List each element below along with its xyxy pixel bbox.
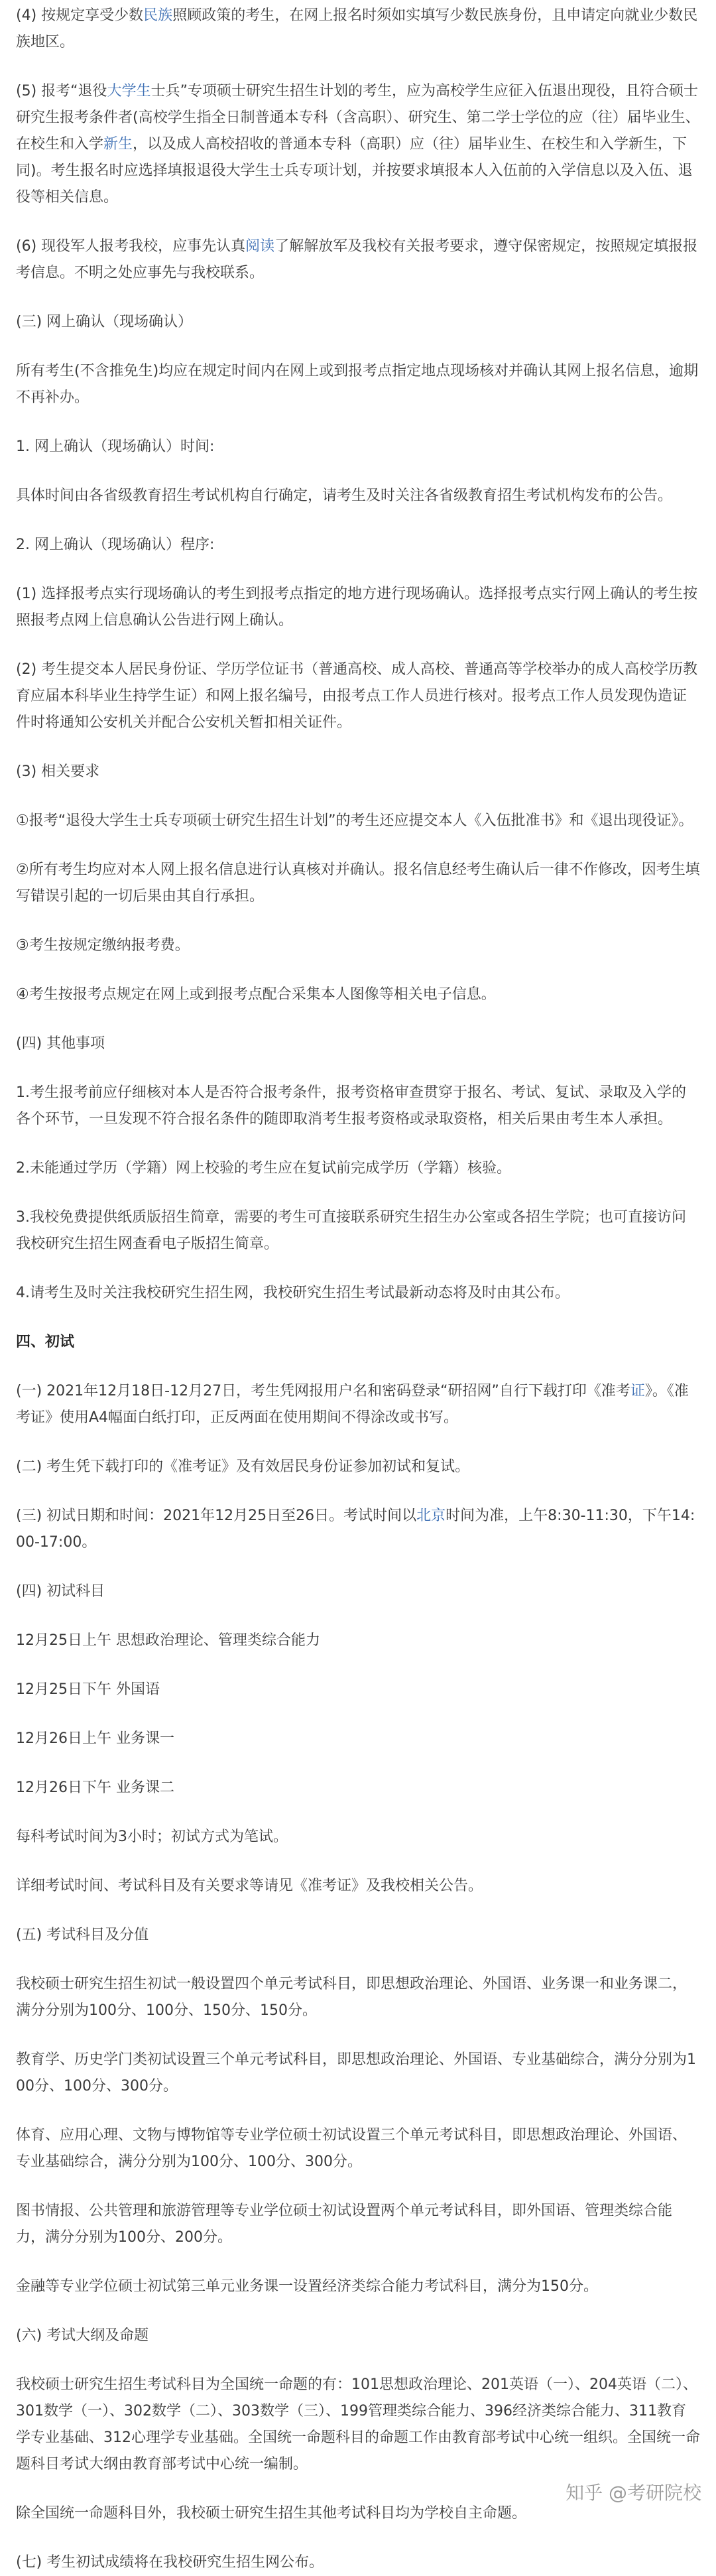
paragraph-text: ④考生按报考点规定在网上或到报考点配合采集本人图像等相关电子信息。	[16, 986, 496, 1003]
keyword-link[interactable]: 民族	[143, 7, 173, 24]
paragraph-spacer	[16, 1008, 700, 1031]
paragraph-spacer	[16, 1900, 700, 1922]
paragraph-spacer	[16, 1182, 700, 1204]
paragraph-text: 3.我校免费提供纸质版招生简章，需要的考生可直接联系研究生招生办公室或各招生学院；也可直接访问我校研究生招生网查看电子版招生简章。	[16, 1209, 686, 1252]
paragraph-text: 了解解放军及我校有关报考要求，遵守保密规定，按照规定填报报考信息。不明之处应事先与我校联系。	[16, 238, 698, 281]
keyword-link[interactable]: 北京	[416, 1508, 446, 1524]
paragraph-spacer	[16, 1801, 700, 1824]
paragraph-text: 1.考生报考前应仔细核对本人是否符合报考条件，报考资格审查贯穿于报名、考试、复试、录取及入学的各个环节，一旦发现不符合报名条件的随即取消考生报考资格或录取资格，相关后果由考生本人承担。	[16, 1084, 686, 1127]
paragraph-text: 图书情报、公共管理和旅游管理等专业学位硕士初试设置两个单元考试科目，即外国语、管理类综合能力，满分分别为100分、200分。	[16, 2203, 673, 2246]
paragraph-text: (七) 考生初试成绩将在我校研究生招生网公布。	[16, 2554, 324, 2571]
paragraph-text: ③考生按规定缴纳报考费。	[16, 937, 190, 954]
paragraph-text: 12月25日上午 思想政治理论、管理类综合能力	[16, 1632, 320, 1649]
paragraph-text: 金融等专业学位硕士初试第三单元业务课一设置经济类综合能力考试科目，满分为150分。	[16, 2278, 598, 2295]
paragraph-spacer	[16, 834, 700, 857]
paragraph-spacer	[16, 959, 700, 982]
paragraph	[16, 1922, 700, 1949]
paragraph	[16, 1378, 700, 1431]
paragraph-text: (四) 其他事项	[16, 1035, 105, 1052]
paragraph-text: 时间为准，上午8:30-11:30，下午14:00-17:00。	[16, 1508, 695, 1551]
paragraph-text: 2. 网上确认（现场确认）程序:	[16, 537, 215, 553]
paragraph-text: 所有考生(不含推免生)均应在规定时间内在网上或到报考点指定地点现场核对并确认其网上报名信息，逾期不再补办。	[16, 363, 699, 406]
paragraph-spacer	[16, 1752, 700, 1775]
paragraph-spacer	[16, 56, 700, 78]
paragraph	[16, 1578, 700, 1605]
paragraph-text: 详细考试时间、考试科目及有关要求等请见《准考证》及我校相关公告。	[16, 1878, 483, 1894]
paragraph	[16, 2274, 700, 2300]
paragraph-text: 照顾政策的考生，在网上报名时须如实填写少数民族身份，且申请定向就业少数民族地区。	[16, 7, 698, 50]
paragraph-spacer	[16, 287, 700, 309]
paragraph-spacer	[16, 736, 700, 759]
paragraph-spacer	[16, 634, 700, 657]
paragraph-spacer	[16, 1356, 700, 1378]
paragraph	[16, 483, 700, 509]
paragraph	[16, 1204, 700, 1257]
paragraph-spacer	[16, 509, 700, 532]
paragraph-text: 12月26日下午 业务课二	[16, 1779, 174, 1796]
paragraph-text: (3) 相关要求	[16, 763, 100, 780]
paragraph	[16, 233, 700, 287]
paragraph	[16, 857, 700, 910]
paragraph	[16, 1628, 700, 1654]
paragraph-spacer	[16, 1654, 700, 1677]
paragraph-text: 12月25日下午 外国语	[16, 1681, 160, 1698]
paragraph-spacer	[16, 1307, 700, 1329]
paragraph	[16, 1503, 700, 1556]
paragraph-spacer	[16, 1133, 700, 1155]
paragraph	[16, 309, 700, 336]
paragraph-text: ②所有考生均应对本人网上报名信息进行认真核对并确认。报名信息经考生确认后一律不作修改，因考生填写错误引起的一切后果由其自行承担。	[16, 862, 700, 905]
keyword-link[interactable]: 证	[630, 1383, 645, 1399]
paragraph	[16, 78, 700, 211]
paragraph	[16, 808, 700, 834]
paragraph-spacer	[16, 1556, 700, 1578]
paragraph-spacer	[16, 2300, 700, 2323]
paragraph-spacer	[16, 2100, 700, 2122]
paragraph-spacer	[16, 411, 700, 434]
paragraph-spacer	[16, 460, 700, 483]
paragraph-text: 士兵”专项硕士研究生招生计划的考生，应为高校学生应征入伍退出现役，且符合硕士研究生报考条件者(高校学生指全日制普通本专科（含高职）、研究生、第二学士学位的应（往）届毕业生、在校生和入学	[16, 83, 700, 153]
paragraph	[16, 2549, 700, 2576]
paragraph	[16, 2323, 700, 2349]
paragraph-text: (1) 选择报考点实行现场确认的考生到报考点指定的地方进行现场确认。选择报考点实行网上确认的考生按照报考点网上信息确认公告进行网上确认。	[16, 586, 698, 629]
section-heading	[16, 1329, 700, 1356]
paragraph-text: 四、初试	[16, 1334, 75, 1350]
paragraph-spacer	[16, 211, 700, 233]
paragraph	[16, 581, 700, 634]
paragraph-text: (六) 考试大纲及命题	[16, 2327, 149, 2344]
paragraph-text: (一) 2021年12月18日-12月27日，考生凭网报用户名和密码登录“研招网”自行下载打印《准考	[16, 1383, 630, 1399]
paragraph	[16, 532, 700, 558]
keyword-link[interactable]: 阅读	[245, 238, 275, 255]
paragraph-spacer	[16, 1057, 700, 1080]
paragraph	[16, 759, 700, 785]
paragraph	[16, 1454, 700, 1480]
paragraph	[16, 1080, 700, 1133]
paragraph-text: (4) 按规定享受少数	[16, 7, 144, 24]
paragraph-spacer	[16, 910, 700, 933]
paragraph	[16, 1031, 700, 1057]
paragraph	[16, 1280, 700, 1307]
paragraph-text: (二) 考生凭下载打印的《准考证》及有效居民身份证参加初试和复试。	[16, 1458, 470, 1475]
paragraph-text: 》。《准考证》使用A4幅面白纸打印，正反两面在使用期间不得涂改或书写。	[16, 1383, 689, 1426]
paragraph	[16, 933, 700, 959]
paragraph	[16, 1775, 700, 1801]
paragraph-spacer	[16, 2175, 700, 2198]
paragraph-spacer	[16, 1703, 700, 1726]
paragraph	[16, 1155, 700, 1182]
paragraph	[16, 2372, 700, 2478]
paragraph-spacer	[16, 1257, 700, 1280]
paragraph	[16, 2122, 700, 2175]
paragraph-text: (三) 网上确认（现场确认）	[16, 314, 193, 330]
paragraph-text: 2.未能通过学历（学籍）网上校验的考生应在复试前完成学历（学籍）核验。	[16, 1160, 511, 1177]
paragraph	[16, 1873, 700, 1900]
paragraph-text: 我校硕士研究生招生初试一般设置四个单元考试科目，即思想政治理论、外国语、业务课一和业务课二，满分分别为100分、100分、150分、150分。	[16, 1976, 687, 2019]
paragraph	[16, 1824, 700, 1850]
paragraph-text: 12月26日上午 业务课一	[16, 1730, 174, 1747]
paragraph-text: 4.请考生及时关注我校研究生招生网，我校研究生招生考试最新动态将及时由其公布。	[16, 1285, 569, 1301]
paragraph-text: 教育学、历史学门类初试设置三个单元考试科目，即思想政治理论、外国语、专业基础综合，满分分别为100分、100分、300分。	[16, 2051, 697, 2094]
paragraph-text: (2) 考生提交本人居民身份证、学历学位证书（普通高校、成人高校、普通高等学校举办的成人高校学历教育应届本科毕业生持学生证）和网上报名编号，由报考点工作人员进行核对。报考点工作人员发现伪造证件时将通知公安机关并配合公安机关暂扣相关证件。	[16, 661, 698, 731]
paragraph-text: 1. 网上确认（现场确认）时间:	[16, 438, 215, 455]
paragraph-spacer	[16, 1431, 700, 1454]
paragraph-text: 每科考试时间为3小时；初试方式为笔试。	[16, 1829, 288, 1845]
paragraph	[16, 1726, 700, 1752]
paragraph-spacer	[16, 2349, 700, 2372]
paragraph-text: (5) 报考“退役	[16, 83, 107, 99]
paragraph-text: 具体时间由各省级教育招生考试机构自行确定，请考生及时关注各省级教育招生考试机构发布的公告。	[16, 487, 673, 504]
paragraph-text: ，以及成人高校招收的普通本专科（高职）应（往）届毕业生、在校生和入学新生，下同)。考生报名时应选择填报退役大学生士兵专项计划，并按要求填报本人入伍前的入学信息以及入伍、退役等相关信息。	[16, 136, 693, 206]
paragraph	[16, 1971, 700, 2024]
paragraph-spacer	[16, 1605, 700, 1628]
paragraph	[16, 3, 700, 56]
paragraph-spacer	[16, 2527, 700, 2549]
watermark	[566, 2479, 701, 2505]
paragraph-spacer	[16, 1480, 700, 1503]
paragraph	[16, 434, 700, 460]
paragraph-spacer	[16, 1949, 700, 1971]
paragraph	[16, 1677, 700, 1703]
paragraph	[16, 982, 700, 1008]
paragraph-text: (三) 初试日期和时间：2021年12月25日至26日。考试时间以	[16, 1508, 417, 1524]
paragraph-spacer	[16, 2251, 700, 2274]
watermark-text: 知乎 @考研院校	[566, 2482, 701, 2504]
keyword-link[interactable]: 新生	[103, 136, 133, 153]
paragraph-text: 除全国统一命题科目外，我校硕士研究生招生其他考试科目均为学校自主命题。	[16, 2505, 527, 2522]
paragraph-text: (6) 现役军人报考我校，应事先认真	[16, 238, 246, 255]
keyword-link[interactable]: 大学生	[107, 83, 151, 99]
paragraph	[16, 2047, 700, 2100]
paragraph-text: (四) 初试科目	[16, 1583, 105, 1600]
paragraph-spacer	[16, 2024, 700, 2047]
paragraph-spacer	[16, 1850, 700, 1873]
paragraph-spacer	[16, 336, 700, 358]
paragraph-text: 我校硕士研究生招生考试科目为全国统一命题的有：101思想政治理论、201英语（一）、204英语（二）、301数学（一）、302数学（二）、303数学（三）、199管理类综合能力、396经济类综合能力、311教育学专业基础、312心理学专业基础。全国统一命题科目的命题工作由教育部考试中心统一组织。全国统一命题科目考试大纲由教育部考试中心统一编制。	[16, 2376, 700, 2473]
paragraph-text: (五) 考试科目及分值	[16, 1927, 149, 1943]
paragraph-text: ①报考“退役大学生士兵专项硕士研究生招生计划”的考生还应提交本人《入伍批准书》和《退出现役证》。	[16, 812, 693, 829]
paragraph-spacer	[16, 558, 700, 581]
paragraph-text: 体育、应用心理、文物与博物馆等专业学位硕士初试设置三个单元考试科目，即思想政治理论、外国语、专业基础综合，满分分别为100分、100分、300分。	[16, 2127, 687, 2170]
paragraph	[16, 657, 700, 736]
paragraph	[16, 2198, 700, 2251]
paragraph	[16, 358, 700, 411]
paragraph-spacer	[16, 785, 700, 808]
